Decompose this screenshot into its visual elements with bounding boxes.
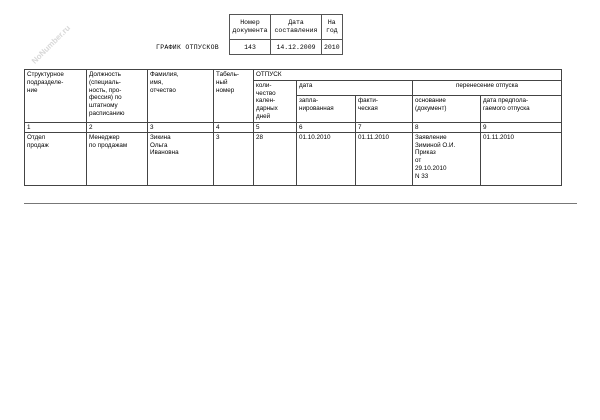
cell-basis: Заявление Зиминой О.И. Приказ от 29.10.2010 N 33 <box>413 132 481 185</box>
header-structural-unit: Структурное подразделе- ние <box>25 70 87 123</box>
header-calendar-days: коли- чество кален- дарных дней <box>254 80 297 122</box>
doc-number-value: 143 <box>230 40 271 55</box>
column-number: 9 <box>481 122 562 132</box>
doc-year-value: 2010 <box>322 40 343 55</box>
cell-full-name: Зикина Ольга Ивановна <box>148 132 214 185</box>
header-vacation-transfer: перенесение отпуска <box>413 80 562 95</box>
column-number: 6 <box>297 122 356 132</box>
column-number: 8 <box>413 122 481 132</box>
header-expected-date: дата предпола- гаемого отпуска <box>481 96 562 123</box>
column-number: 5 <box>254 122 297 132</box>
header-planned: запла- нированная <box>297 96 356 123</box>
column-number: 1 <box>25 122 87 132</box>
cell-personnel-number: 3 <box>214 132 254 185</box>
column-number: 7 <box>356 122 413 132</box>
column-number: 2 <box>87 122 148 132</box>
header-basis: основание (документ) <box>413 96 481 123</box>
cell-position: Менеджер по продажам <box>87 132 148 185</box>
vacation-schedule-table <box>24 69 562 186</box>
table-row <box>25 132 562 185</box>
header-full-name: Фамилия, имя, отчество <box>148 70 214 123</box>
doc-date-header: Дата составления <box>271 15 322 40</box>
cell-days: 28 <box>254 132 297 185</box>
column-number: 3 <box>148 122 214 132</box>
header-actual: факти- ческая <box>356 96 413 123</box>
header-personnel-number: Табель- ный номер <box>214 70 254 123</box>
doc-date-value: 14.12.2009 <box>271 40 322 55</box>
cell-actual-date: 01.11.2010 <box>356 132 413 185</box>
watermark: NoNumber.ru <box>29 23 73 66</box>
document-header-box <box>229 14 343 55</box>
header-date: дата <box>297 80 413 95</box>
column-number: 4 <box>214 122 254 132</box>
doc-number-header: Номер документа <box>230 15 271 40</box>
divider <box>24 203 577 204</box>
doc-year-header: На год <box>322 15 343 40</box>
cell-planned-date: 01.10.2010 <box>297 132 356 185</box>
cell-unit: Отдел продаж <box>25 132 87 185</box>
document-title: ГРАФИК ОТПУСКОВ <box>156 44 220 51</box>
cell-expected-date: 01.11.2010 <box>481 132 562 185</box>
header-vacation: ОТПУСК <box>254 70 562 81</box>
header-position: Должность (специаль- ность, про- фессия) по штатному расписанию <box>87 70 148 123</box>
